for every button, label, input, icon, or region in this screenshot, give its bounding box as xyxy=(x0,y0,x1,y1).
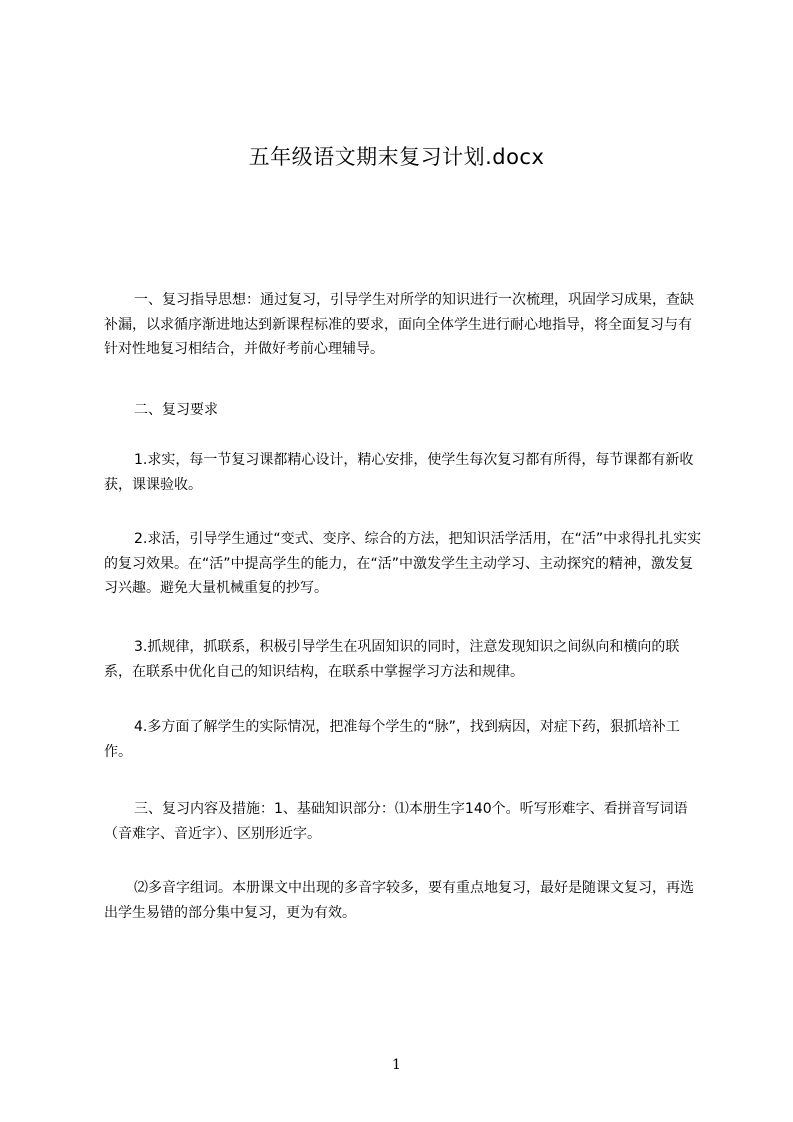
paragraph-review-requirements-heading: 二、复习要求 xyxy=(134,402,218,418)
paragraph-requirement-4: 4.多方面了解学生的实际情况，把准每个学生的“脉”，找到病因，对症下药，狠抓培补工作。 xyxy=(104,719,680,760)
paragraph-requirement-3: 3.抓规律，抓联系，积极引导学生在巩固知识的同时，注意发现知识之间纵向和横向的联系，在联系中优化自己的知识结构，在联系中掌握学习方法和规律。 xyxy=(104,639,680,680)
paragraph-review-content: 三、复习内容及措施：1、基础知识部分：⑴本册生字140个。听写形难字、看拼音写词语（音难字、音近字）、区别形近字。 xyxy=(104,801,688,842)
paragraph-requirement-1: 1.求实，每一节复习课都精心设计，精心安排，使学生每次复习都有所得，每节课都有新收获，课课验收。 xyxy=(104,452,694,493)
paragraph-polyphonic-words: ⑵多音字组词。本册课文中出现的多音字较多，要有重点地复习，最好是随课文复习，再选出学生易错的部分集中复习，更为有效。 xyxy=(104,880,694,921)
paragraph-guiding-thought: 一、复习指导思想：通过复习，引导学生对所学的知识进行一次梳理，巩固学习成果，查缺补漏，以求循序渐进地达到新课程标准的要求，面向全体学生进行耐心地指导，将全面复习与有针对性地复习相结合，并做好考前心理辅导。 xyxy=(104,292,694,357)
page-number: 1 xyxy=(392,1057,401,1073)
paragraph-requirement-2: 2.求活，引导学生通过“变式、变序、综合的方法，把知识活学活用，在“活”中求得扎扎实实的复习效果。在“活”中提高学生的能力，在“活”中激发学生主动学习、主动探究的精神，激发复习兴趣。避免大量机械重复的抄写。 xyxy=(104,531,702,596)
document-title: 五年级语文期末复习计划.docx xyxy=(248,145,545,169)
